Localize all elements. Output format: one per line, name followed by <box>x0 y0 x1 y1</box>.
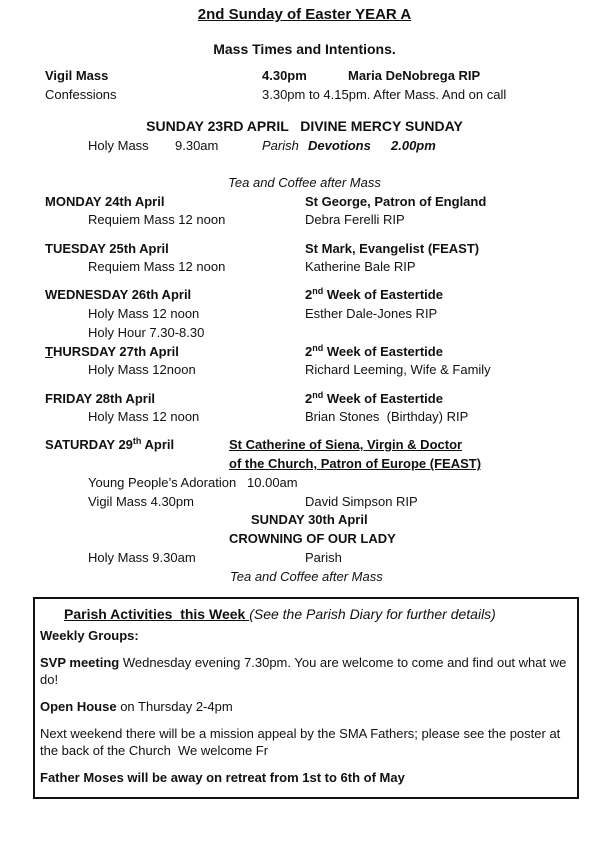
day-tuesday: TUESDAY 25th April <box>45 241 169 256</box>
confessions-label: Confessions <box>45 87 117 102</box>
sunday-heading: SUNDAY 23RD APRIL DIVINE MERCY SUNDAY <box>146 118 463 134</box>
intention-tuesday: Katherine Bale RIP <box>305 259 416 274</box>
feast-tuesday: St Mark, Evangelist (FEAST) <box>305 241 480 256</box>
feast-saturday-line2: of the Church, Patron of Europe (FEAST) <box>229 456 482 471</box>
day-thursday: THURSDAY 27th April <box>45 344 179 359</box>
feast-saturday-line1: St Catherine of Siena, Virgin & Doctor <box>229 437 463 452</box>
open-house: Open House on Thursday 2-4pm <box>40 699 233 714</box>
adoration-saturday: Young People’s Adoration 10.00am <box>88 475 298 490</box>
mission-appeal: Next weekend there will be a mission appeal by the SMA Fathers; please see the poster at the back of the Church We welcome Fr <box>40 726 564 758</box>
day-friday: FRIDAY 28th April <box>45 391 156 406</box>
next-sunday-intention: Parish <box>305 550 342 565</box>
page-title: 2nd Sunday of Easter YEAR A <box>197 6 412 23</box>
mass-thursday: Holy Mass 12noon <box>88 362 196 377</box>
vigil-saturday: Vigil Mass 4.30pm <box>88 494 194 509</box>
holy-hour-wednesday: Holy Hour 7.30-8.30 <box>88 325 205 340</box>
vigil-time: 4.30pm <box>262 68 307 83</box>
mass-friday: Holy Mass 12 noon <box>88 409 200 424</box>
next-sunday-mass: Holy Mass 9.30am <box>88 550 196 565</box>
sunday-devotions-time: 2.00pm <box>391 138 436 153</box>
weekly-groups-label: Weekly Groups: <box>40 628 139 643</box>
feast-wednesday: 2nd Week of Eastertide <box>305 286 443 302</box>
intention-friday: Brian Stones (Birthday) RIP <box>305 409 469 424</box>
mass-tuesday: Requiem Mass 12 noon <box>88 259 226 274</box>
activities-heading: Parish Activities this Week (See the Parish Diary for further details) <box>64 606 496 622</box>
day-wednesday: WEDNESDAY 26th April <box>45 287 192 302</box>
next-sunday-tea: Tea and Coffee after Mass <box>230 569 383 584</box>
confessions-detail: 3.30pm to 4.15pm. After Mass. And on call <box>262 87 507 102</box>
vigil-intention: Maria DeNobrega RIP <box>348 68 481 83</box>
next-sunday-heading: SUNDAY 30th April <box>251 512 368 527</box>
next-sunday-subheading: CROWNING OF OUR LADY <box>229 531 396 546</box>
sunday-parish: Parish <box>262 138 299 153</box>
sunday-tea: Tea and Coffee after Mass <box>228 175 381 190</box>
retreat-notice: Father Moses will be away on retreat from 1st to 6th of May <box>40 770 405 785</box>
feast-thursday: 2nd Week of Eastertide <box>305 343 443 359</box>
day-saturday: SATURDAY 29th April <box>45 436 175 452</box>
intention-wednesday: Esther Dale-Jones RIP <box>305 306 438 321</box>
activities-box <box>33 597 579 799</box>
sunday-devotions: Devotions <box>308 138 371 153</box>
svp-meeting: SVP meeting Wednesday evening 7.30pm. You are welcome to come and find out what we do! <box>40 655 567 687</box>
day-monday: MONDAY 24th April <box>45 194 165 209</box>
intention-monday: Debra Ferelli RIP <box>305 212 405 227</box>
sunday-mass-time: 9.30am <box>175 138 219 153</box>
page-subtitle: Mass Times and Intentions. <box>213 41 396 57</box>
mass-monday: Requiem Mass 12 noon <box>88 212 226 227</box>
mass-wednesday: Holy Mass 12 noon <box>88 306 200 321</box>
intention-thursday: Richard Leeming, Wife & Family <box>305 362 491 377</box>
sunday-mass-label: Holy Mass <box>88 138 149 153</box>
feast-friday: 2nd Week of Eastertide <box>305 390 443 406</box>
feast-monday: St George, Patron of England <box>305 194 487 209</box>
vigil-saturday-intention: David Simpson RIP <box>305 494 418 509</box>
vigil-label: Vigil Mass <box>45 68 109 83</box>
